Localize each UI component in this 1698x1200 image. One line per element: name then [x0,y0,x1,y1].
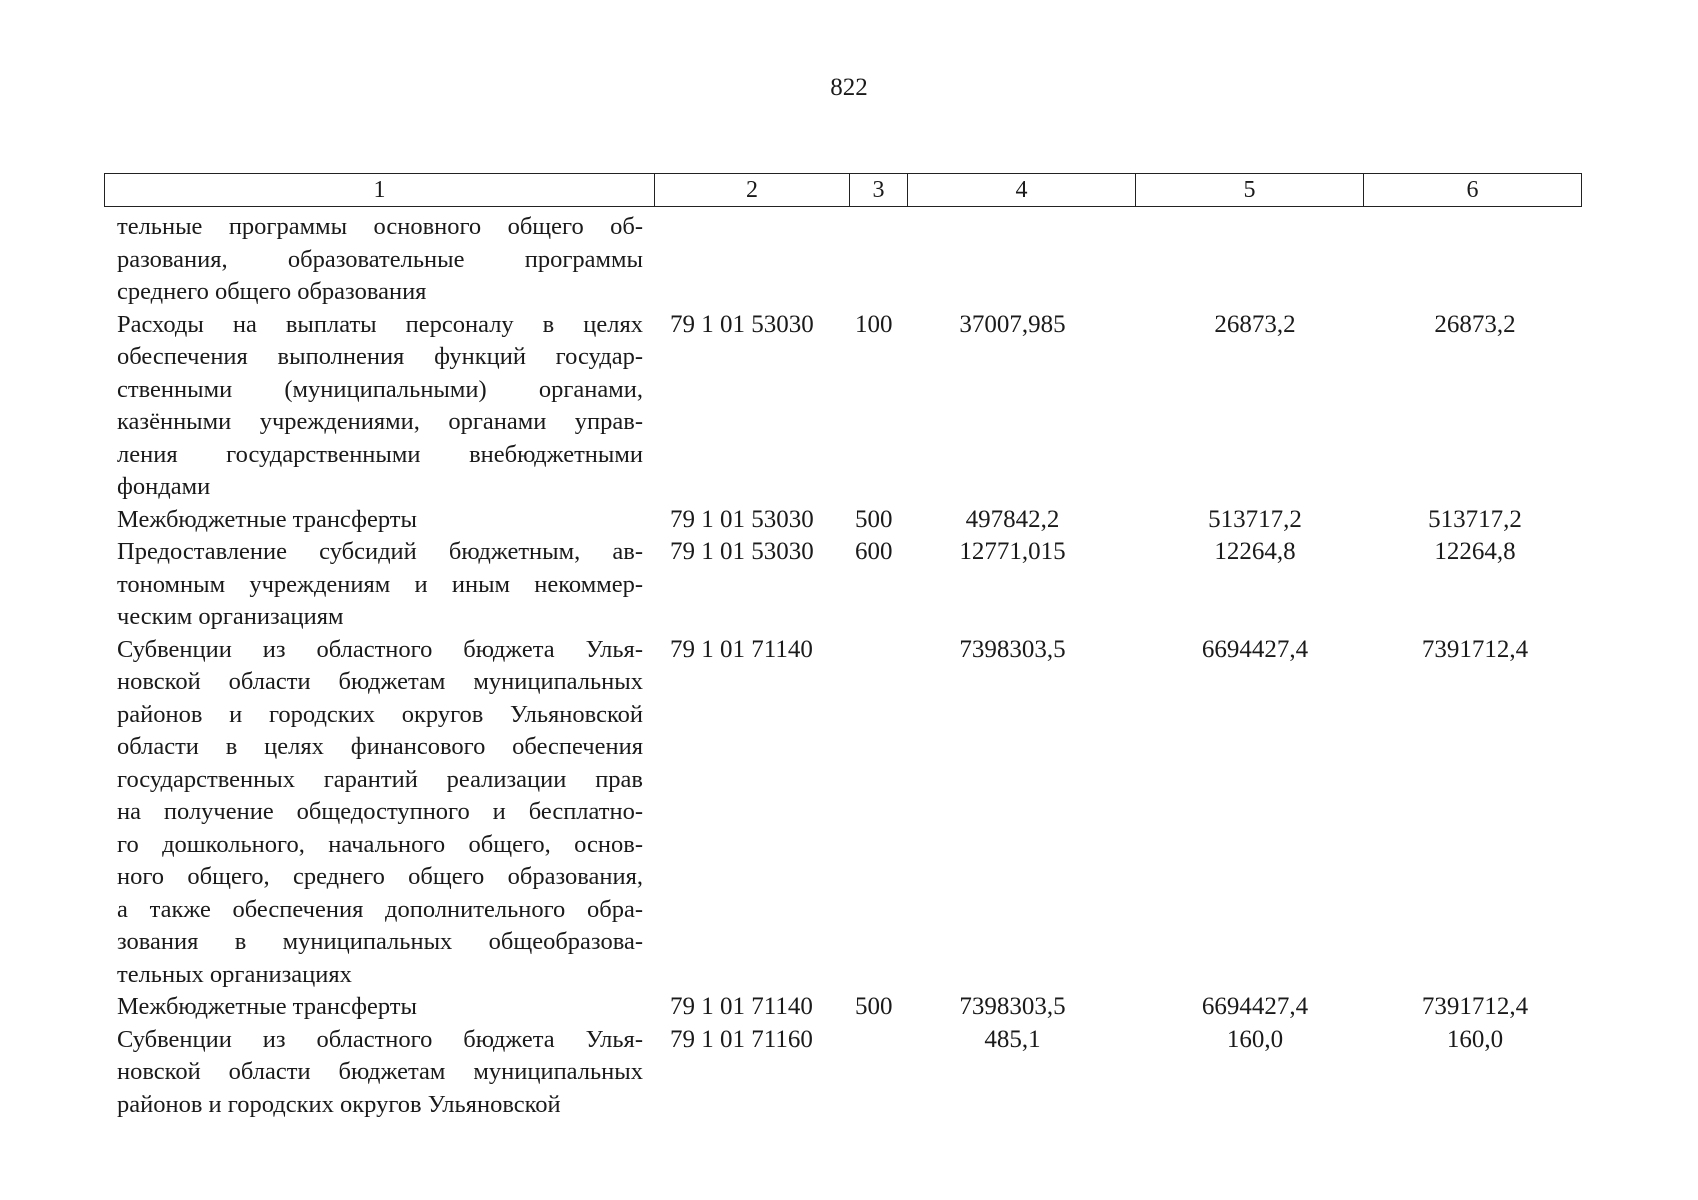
description-line: Расходы на выплаты персоналу в целях [117,310,643,338]
row-expense-type: 500 [855,993,893,1020]
description-line: а также обеспечения дополнительного обра- [117,895,643,923]
description-line: ственными (муниципальными) органами, [117,375,643,403]
row-value-col5: 160,0 [1226,1025,1284,1053]
description-line: государственных гарантий реализации прав [117,765,643,793]
header-col-4: 4 [908,174,1136,206]
description-line: новской области бюджетам муниципальных [117,1058,643,1085]
description-line: го дошкольного, начального общего, основ- [117,830,643,858]
description-line: районов и городских округов Ульяновской [117,700,643,728]
description-line: ческим организациям [117,603,344,630]
row-value-col5: 6694427,4 [1201,993,1309,1020]
row-description [117,309,643,504]
row-value-col6: 513717,2 [1428,505,1522,533]
row-value-col5: 12264,8 [1214,538,1296,565]
row-code: 79 1 01 71160 [670,1025,813,1053]
page-number: 822 [830,74,868,101]
row-value-col5: 6694427,4 [1201,635,1309,663]
row-value-col5: 26873,2 [1214,310,1296,338]
row-value-col6: 26873,2 [1434,310,1516,338]
header-col-6: 6 [1466,177,1479,203]
row-value-col4: 7398303,5 [959,993,1066,1020]
header-col-1: 1 [105,174,655,206]
description-line: обеспечения выполнения функций государ- [117,343,643,370]
row-value-col4: 7398303,5 [959,635,1066,663]
description-line: Субвенции из областного бюджета Улья- [117,1025,643,1053]
header-col-3: 3 [850,174,908,206]
row-description [117,634,643,992]
row-value-col6: 12264,8 [1434,538,1516,565]
description-line: на получение общедоступного и бесплатно- [117,798,643,825]
description-line: районов и городских округов Ульяновской [117,1090,561,1118]
description-line: тельных организациях [117,960,352,988]
header-col-2: 2 [655,174,850,206]
row-code: 79 1 01 53030 [670,505,814,533]
description-line: тономным учреждениям и иным некоммер- [117,570,643,598]
row-code: 79 1 01 53030 [670,310,814,338]
description-line: Субвенции из областного бюджета Улья- [117,635,643,663]
row-description [117,504,643,537]
row-value-col5: 513717,2 [1208,505,1302,533]
row-value-col4: 497842,2 [965,505,1060,533]
row-value-col6: 7391712,4 [1421,993,1529,1020]
description-line: среднего общего образования [117,278,427,305]
row-expense-type: 600 [855,538,893,565]
description-line: области в целях финансового обеспечения [117,733,643,760]
description-line: тельные программы основного общего об- [117,213,643,240]
row-code: 79 1 01 53030 [670,538,814,565]
description-line: ления государственными внебюджетными [117,440,643,468]
row-value-col6: 160,0 [1446,1025,1504,1053]
table-header [104,173,1582,207]
row-code: 79 1 01 71140 [670,993,813,1020]
description-line: зования в муниципальных общеобразова- [117,928,643,955]
row-description [117,1024,643,1122]
row-value-col6: 7391712,4 [1421,635,1529,663]
row-expense-type: 100 [855,310,893,338]
row-value-col4: 12771,015 [959,538,1066,565]
description-line: разования, образовательные программы [117,245,643,273]
description-line: Межбюджетные трансферты [117,993,417,1020]
row-value-col4: 37007,985 [959,310,1066,338]
description-line: Предоставление субсидий бюджетным, ав- [117,538,643,565]
description-line: фондами [117,473,211,500]
description-line: ного общего, среднего общего образования, [117,863,643,890]
row-description [117,536,643,634]
row-expense-type: 500 [855,505,893,533]
row-description [117,211,643,309]
row-code: 79 1 01 71140 [670,635,813,663]
description-line: казёнными учреждениями, органами управ- [117,408,643,435]
row-value-col4: 485,1 [984,1025,1041,1053]
header-col-5: 5 [1136,174,1364,206]
row-description [117,991,643,1024]
description-line: Межбюджетные трансферты [117,505,417,533]
description-line: новской области бюджетам муниципальных [117,668,643,695]
